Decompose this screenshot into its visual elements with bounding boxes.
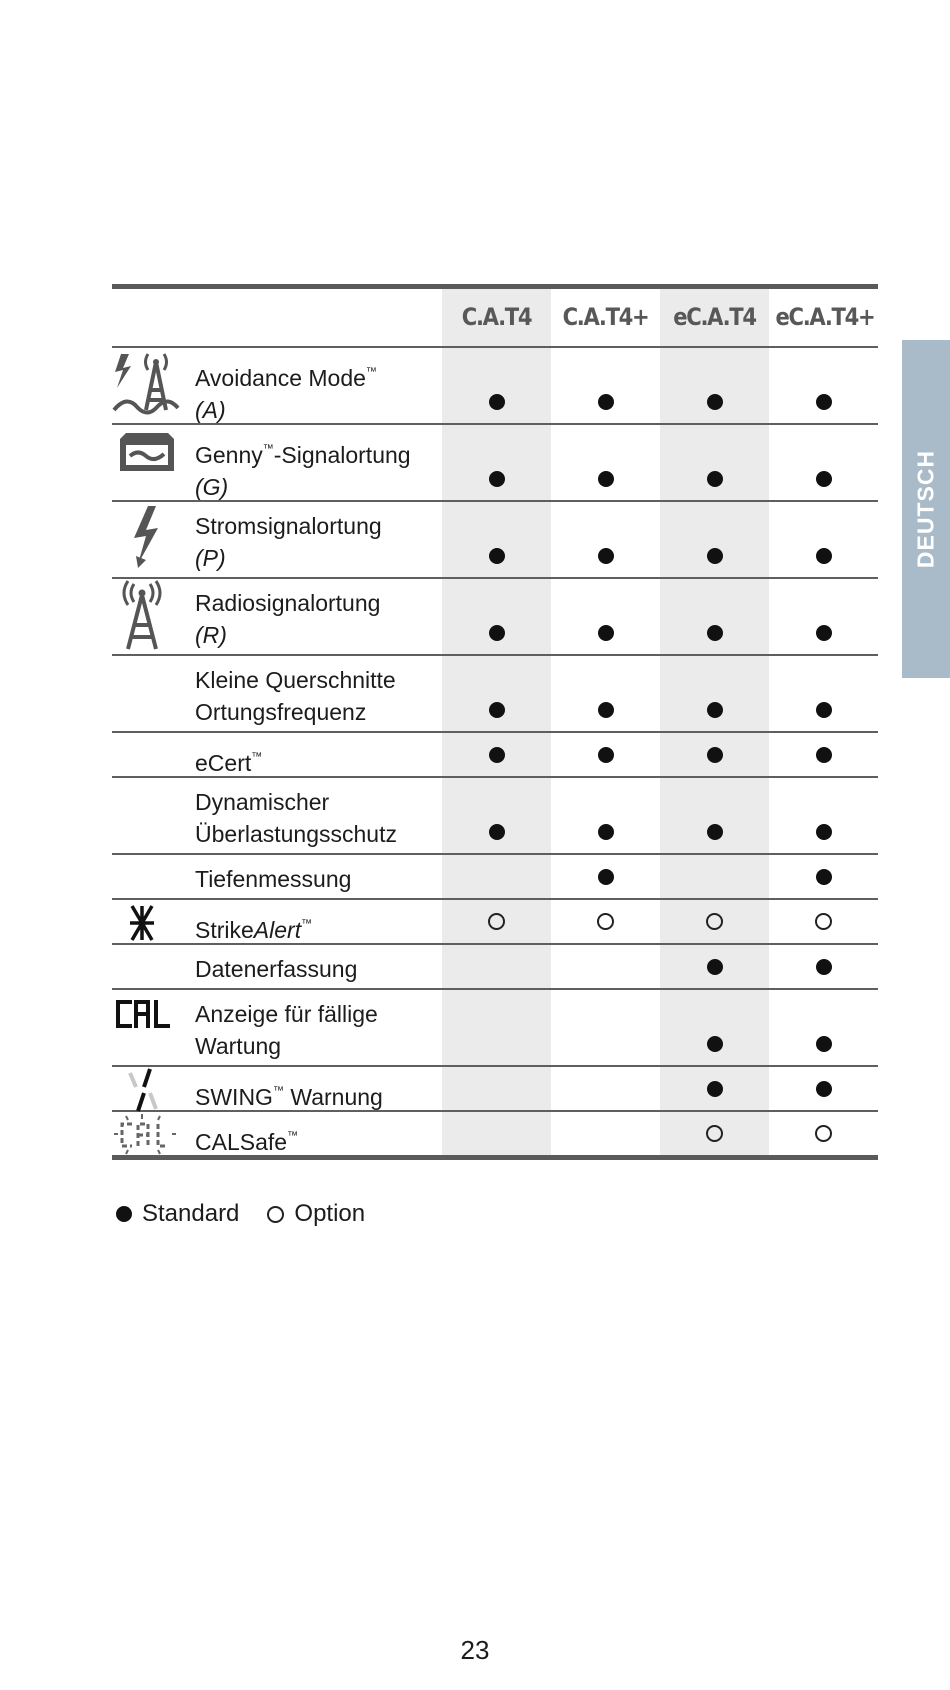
standard-dot-icon (707, 702, 723, 718)
standard-dot-icon (598, 747, 614, 763)
standard-dot-icon (816, 625, 832, 641)
feature-label: Avoidance Mode™ (A) (195, 365, 377, 423)
value-cell (442, 1112, 551, 1155)
trademark-mark: ™ (365, 366, 377, 378)
language-tab-label: DEUTSCH (912, 449, 939, 569)
legend-standard-label: Standard (142, 1200, 240, 1227)
value-cell (551, 579, 660, 654)
value-cell (660, 348, 769, 423)
table-header-row (112, 289, 878, 348)
column-header: eC.A.T4 (673, 303, 756, 331)
table-row (112, 733, 878, 778)
standard-dot-icon (489, 702, 505, 718)
option-circle-icon (267, 1206, 284, 1223)
standard-dot-icon (816, 959, 832, 975)
value-cell (551, 1112, 660, 1155)
standard-dot-icon (489, 471, 505, 487)
value-cell (660, 733, 769, 776)
standard-dot-icon (707, 824, 723, 840)
value-cell (442, 425, 551, 500)
value-cell (769, 425, 878, 500)
standard-dot-icon (707, 747, 723, 763)
standard-dot-icon (816, 702, 832, 718)
value-cell (660, 425, 769, 500)
value-cell (769, 656, 878, 731)
standard-dot-icon (707, 959, 723, 975)
value-cell (442, 656, 551, 731)
legend (116, 1200, 365, 1228)
option-circle-icon (597, 913, 614, 930)
value-cell (551, 778, 660, 853)
standard-dot-icon (707, 1036, 723, 1052)
standard-dot-icon (598, 824, 614, 840)
standard-dot-icon (707, 471, 723, 487)
standard-dot-icon (489, 625, 505, 641)
legend-option-label: Option (294, 1200, 366, 1227)
value-cell (660, 1112, 769, 1155)
table-row (112, 1112, 878, 1155)
table-row (112, 778, 878, 855)
feature-label: StrikeAlert™ (195, 917, 313, 943)
value-cell (551, 945, 660, 988)
value-cell (442, 900, 551, 943)
feature-label: Dynamischer Überlastungsschutz (195, 789, 397, 847)
value-cell (769, 502, 878, 577)
value-cell (769, 945, 878, 988)
table-row (112, 855, 878, 900)
feature-label: Stromsignalortung (P) (195, 513, 382, 571)
feature-label: Datenerfassung (195, 956, 358, 982)
standard-dot-icon (489, 548, 505, 564)
standard-dot-icon (489, 824, 505, 840)
value-cell (660, 990, 769, 1065)
standard-dot-icon (816, 747, 832, 763)
value-cell (551, 502, 660, 577)
standard-dot-icon (816, 1081, 832, 1097)
standard-dot-icon (598, 394, 614, 410)
value-cell (551, 900, 660, 943)
value-cell (769, 855, 878, 898)
value-cell (660, 579, 769, 654)
table-row (112, 425, 878, 502)
standard-dot-icon (816, 394, 832, 410)
value-cell (769, 1067, 878, 1110)
value-cell (660, 656, 769, 731)
value-cell (442, 855, 551, 898)
value-cell (769, 579, 878, 654)
trademark-mark: ™ (262, 443, 274, 455)
option-circle-icon (815, 1125, 832, 1142)
value-cell (551, 855, 660, 898)
value-cell (551, 348, 660, 423)
standard-dot-icon (707, 394, 723, 410)
feature-table (112, 284, 878, 1160)
feature-label: SWING™ Warnung (195, 1084, 383, 1110)
trademark-mark: ™ (251, 751, 263, 763)
feature-label: Genny™-Signalortung (G) (195, 442, 411, 500)
value-cell (442, 1067, 551, 1110)
standard-dot-icon (707, 1081, 723, 1097)
table-row (112, 579, 878, 656)
value-cell (442, 945, 551, 988)
standard-dot-icon (816, 1036, 832, 1052)
value-cell (442, 733, 551, 776)
value-cell (769, 778, 878, 853)
value-cell (660, 1067, 769, 1110)
table-body (112, 348, 878, 1155)
table-row (112, 900, 878, 945)
value-cell (551, 425, 660, 500)
standard-dot-icon (116, 1206, 132, 1222)
table-row (112, 945, 878, 990)
trademark-mark: ™ (272, 1085, 284, 1097)
value-cell (660, 778, 769, 853)
standard-dot-icon (598, 625, 614, 641)
value-cell (769, 1112, 878, 1155)
standard-dot-icon (598, 471, 614, 487)
language-tab[interactable] (902, 340, 950, 678)
table-row (112, 348, 878, 425)
standard-dot-icon (598, 702, 614, 718)
value-cell (660, 900, 769, 943)
standard-dot-icon (489, 394, 505, 410)
standard-dot-icon (598, 548, 614, 564)
column-header: eC.A.T4+ (775, 303, 875, 331)
feature-label: Kleine Querschnitte Ortungsfrequenz (195, 667, 396, 725)
table-row (112, 502, 878, 579)
table-row (112, 990, 878, 1067)
trademark-mark: ™ (287, 1130, 299, 1142)
feature-label: CALSafe™ (195, 1129, 299, 1155)
page-number: 23 (460, 1635, 490, 1665)
option-circle-icon (815, 913, 832, 930)
feature-label: Radiosignalortung (R) (195, 590, 381, 648)
feature-label: eCert™ (195, 750, 263, 776)
value-cell (551, 656, 660, 731)
column-header: C.A.T4 (461, 303, 532, 331)
standard-dot-icon (707, 625, 723, 641)
value-cell (660, 855, 769, 898)
value-cell (442, 502, 551, 577)
value-cell (660, 502, 769, 577)
standard-dot-icon (816, 824, 832, 840)
value-cell (769, 990, 878, 1065)
value-cell (551, 1067, 660, 1110)
value-cell (442, 778, 551, 853)
value-cell (769, 348, 878, 423)
option-circle-icon (488, 913, 505, 930)
option-circle-icon (706, 1125, 723, 1142)
value-cell (442, 990, 551, 1065)
table-row (112, 656, 878, 733)
value-cell (551, 733, 660, 776)
value-cell (442, 579, 551, 654)
column-header: C.A.T4+ (562, 303, 649, 331)
standard-dot-icon (816, 548, 832, 564)
feature-label: Tiefenmessung (195, 866, 352, 892)
value-cell (660, 945, 769, 988)
standard-dot-icon (816, 869, 832, 885)
feature-label: Anzeige für fällige Wartung (195, 1001, 378, 1059)
option-circle-icon (706, 913, 723, 930)
standard-dot-icon (598, 869, 614, 885)
standard-dot-icon (707, 548, 723, 564)
standard-dot-icon (816, 471, 832, 487)
table-row (112, 1067, 878, 1112)
value-cell (551, 990, 660, 1065)
trademark-mark: ™ (301, 918, 313, 930)
standard-dot-icon (489, 747, 505, 763)
value-cell (442, 348, 551, 423)
value-cell (769, 900, 878, 943)
value-cell (769, 733, 878, 776)
